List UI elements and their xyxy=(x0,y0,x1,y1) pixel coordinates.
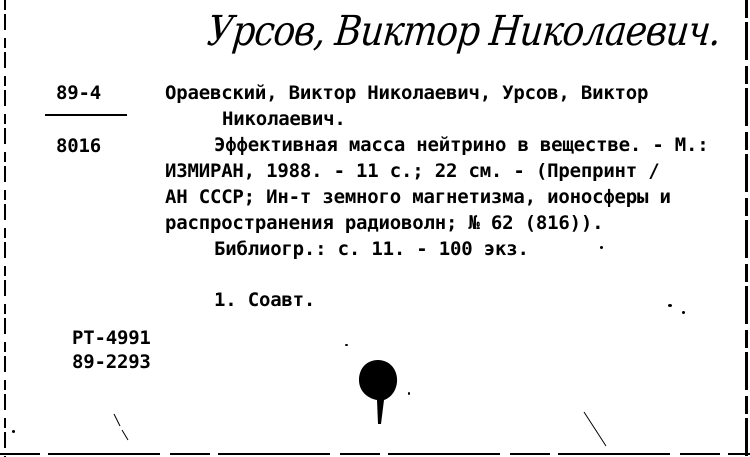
bibliography-note: Библиогр.: с. 11. - 100 экз. xyxy=(214,238,529,260)
author-line-2: Николаевич. xyxy=(222,108,346,130)
shelf-mark: 89-4 xyxy=(56,82,101,104)
code-rt: РТ-4991 xyxy=(72,327,151,349)
code-number: 89-2293 xyxy=(72,351,151,373)
ink-blot xyxy=(356,356,400,426)
card-bottom-edge xyxy=(0,453,750,455)
title-line-4: распространения радиоволн; № 62 (816)). xyxy=(165,212,604,234)
speck xyxy=(600,246,603,249)
speck xyxy=(682,311,685,314)
card-left-edge xyxy=(4,0,6,457)
pencil-mark xyxy=(580,410,610,450)
pencil-mark xyxy=(112,412,132,442)
shelf-mark-rule xyxy=(45,114,127,116)
tracing-note: 1. Соавт. xyxy=(214,289,316,311)
speck xyxy=(668,304,672,307)
speck xyxy=(12,430,15,433)
handwritten-heading: Урсов, Виктор Николаевич. xyxy=(205,8,723,56)
card-right-edge xyxy=(745,0,748,457)
speck xyxy=(408,392,410,395)
speck xyxy=(345,344,348,346)
title-line-3: АН СССР; Ин-т земного магнетизма, ионосферы и xyxy=(165,186,671,208)
title-line-2: ИЗМИРАН, 1988. - 11 с.; 22 см. - (Препринт / xyxy=(165,160,660,182)
call-number: 8016 xyxy=(56,135,101,157)
title-line-1: Эффективная масса нейтрино в веществе. - М.: xyxy=(214,134,709,156)
author-line-1: Ораевский, Виктор Николаевич, Урсов, Виктор xyxy=(165,82,649,104)
